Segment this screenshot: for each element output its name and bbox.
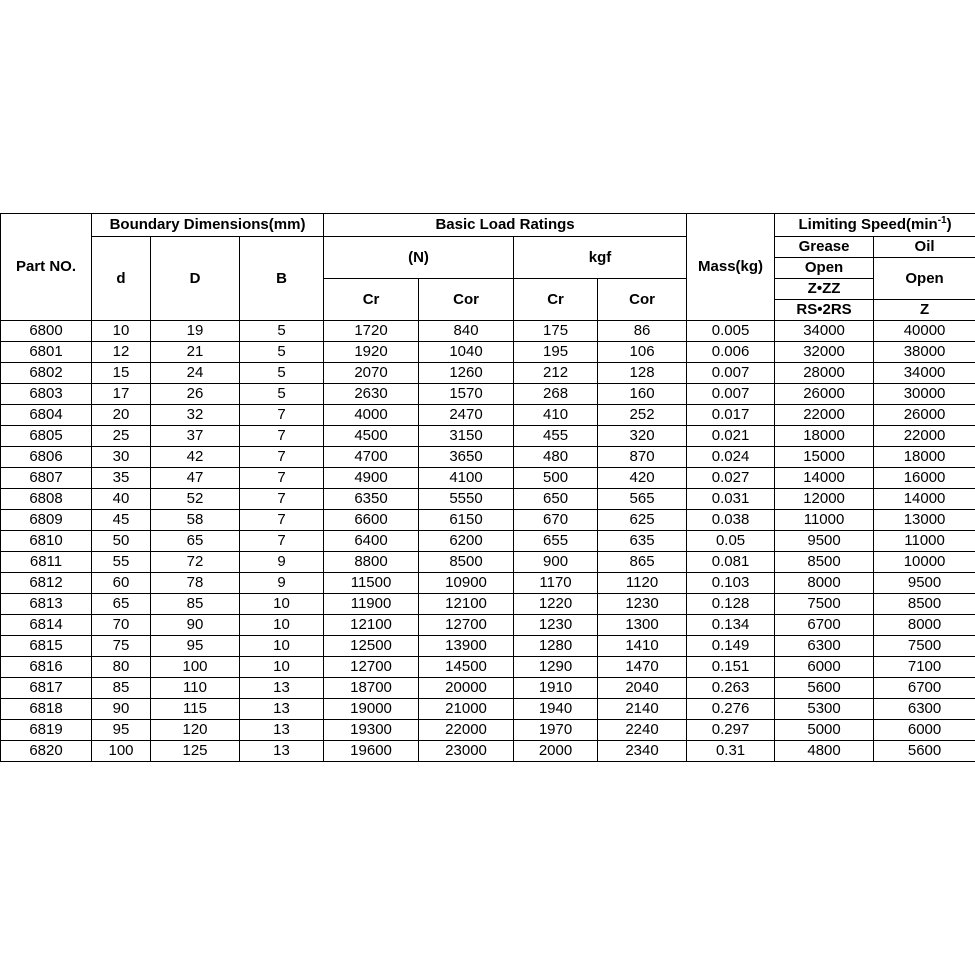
cell-speed-oil: 22000 (874, 426, 975, 447)
cell-cor-n: 22000 (419, 720, 514, 741)
header-oil-open: Open (874, 258, 975, 300)
cell-D: 120 (151, 720, 240, 741)
cell-mass: 0.151 (687, 657, 775, 678)
cell-D: 32 (151, 405, 240, 426)
cell-speed-grease: 15000 (775, 447, 874, 468)
cell-speed-oil: 34000 (874, 363, 975, 384)
cell-D: 85 (151, 594, 240, 615)
table-row (1, 636, 975, 657)
cell-cor-n: 23000 (419, 741, 514, 762)
cell-part-no: 6807 (1, 468, 92, 489)
cell-cor-n: 1040 (419, 342, 514, 363)
cell-speed-grease: 28000 (775, 363, 874, 384)
cell-cr-kgf: 500 (514, 468, 598, 489)
table-row (1, 510, 975, 531)
cell-cr-kgf: 455 (514, 426, 598, 447)
table-row (1, 321, 975, 342)
cell-cor-n: 20000 (419, 678, 514, 699)
cell-D: 125 (151, 741, 240, 762)
cell-cr-n: 4700 (324, 447, 419, 468)
cell-cr-n: 2630 (324, 384, 419, 405)
cell-cr-kgf: 1910 (514, 678, 598, 699)
cell-cr-kgf: 650 (514, 489, 598, 510)
cell-mass: 0.297 (687, 720, 775, 741)
header-newton: (N) (324, 237, 514, 279)
cell-speed-oil: 6700 (874, 678, 975, 699)
header-oil: Oil (874, 237, 975, 258)
cell-cor-kgf: 625 (598, 510, 687, 531)
cell-mass: 0.081 (687, 552, 775, 573)
cell-d: 30 (92, 447, 151, 468)
header-kgf: kgf (514, 237, 687, 279)
cell-cor-kgf: 635 (598, 531, 687, 552)
header-oil-z: Z (874, 300, 975, 321)
cell-speed-oil: 6000 (874, 720, 975, 741)
cell-speed-grease: 11000 (775, 510, 874, 531)
cell-B: 10 (240, 615, 324, 636)
cell-cor-n: 840 (419, 321, 514, 342)
table-row (1, 615, 975, 636)
cell-B: 10 (240, 594, 324, 615)
cell-d: 12 (92, 342, 151, 363)
cell-part-no: 6819 (1, 720, 92, 741)
cell-cr-n: 11500 (324, 573, 419, 594)
cell-part-no: 6820 (1, 741, 92, 762)
cell-part-no: 6806 (1, 447, 92, 468)
table-row (1, 531, 975, 552)
cell-mass: 0.007 (687, 384, 775, 405)
header-part-no: Part NO. (1, 214, 92, 321)
cell-cr-kgf: 1970 (514, 720, 598, 741)
cell-cr-kgf: 1940 (514, 699, 598, 720)
cell-speed-grease: 6700 (775, 615, 874, 636)
cell-speed-oil: 26000 (874, 405, 975, 426)
cell-part-no: 6810 (1, 531, 92, 552)
cell-cr-n: 6350 (324, 489, 419, 510)
cell-B: 5 (240, 384, 324, 405)
cell-d: 75 (92, 636, 151, 657)
cell-B: 7 (240, 531, 324, 552)
cell-D: 90 (151, 615, 240, 636)
limiting-speed-label: Limiting Speed(min (798, 216, 938, 233)
bearing-spec-table-wrapper (0, 213, 975, 762)
cell-cr-n: 6400 (324, 531, 419, 552)
cell-mass: 0.017 (687, 405, 775, 426)
table-row (1, 573, 975, 594)
cell-speed-oil: 38000 (874, 342, 975, 363)
cell-cor-n: 6200 (419, 531, 514, 552)
cell-B: 7 (240, 405, 324, 426)
cell-d: 25 (92, 426, 151, 447)
cell-cor-kgf: 1470 (598, 657, 687, 678)
cell-speed-oil: 11000 (874, 531, 975, 552)
cell-B: 13 (240, 741, 324, 762)
cell-cr-n: 19600 (324, 741, 419, 762)
cell-cr-n: 19300 (324, 720, 419, 741)
cell-part-no: 6804 (1, 405, 92, 426)
cell-speed-grease: 22000 (775, 405, 874, 426)
cell-cor-kgf: 2140 (598, 699, 687, 720)
cell-cor-kgf: 2040 (598, 678, 687, 699)
cell-cor-n: 12100 (419, 594, 514, 615)
header-cor-kgf: Cor (598, 279, 687, 321)
cell-speed-grease: 12000 (775, 489, 874, 510)
cell-speed-oil: 14000 (874, 489, 975, 510)
cell-cor-kgf: 106 (598, 342, 687, 363)
cell-B: 10 (240, 636, 324, 657)
cell-d: 55 (92, 552, 151, 573)
cell-speed-oil: 6300 (874, 699, 975, 720)
cell-part-no: 6811 (1, 552, 92, 573)
cell-speed-grease: 8000 (775, 573, 874, 594)
cell-part-no: 6814 (1, 615, 92, 636)
cell-cor-n: 1570 (419, 384, 514, 405)
cell-D: 72 (151, 552, 240, 573)
cell-d: 50 (92, 531, 151, 552)
cell-cor-n: 4100 (419, 468, 514, 489)
cell-cr-kgf: 410 (514, 405, 598, 426)
cell-speed-grease: 5600 (775, 678, 874, 699)
cell-mass: 0.031 (687, 489, 775, 510)
cell-B: 7 (240, 489, 324, 510)
cell-part-no: 6812 (1, 573, 92, 594)
table-row (1, 594, 975, 615)
cell-mass: 0.021 (687, 426, 775, 447)
header-grease-zzz: Z•ZZ (775, 279, 874, 300)
cell-speed-grease: 14000 (775, 468, 874, 489)
cell-cr-kgf: 268 (514, 384, 598, 405)
cell-speed-oil: 7500 (874, 636, 975, 657)
cell-d: 100 (92, 741, 151, 762)
cell-D: 58 (151, 510, 240, 531)
cell-cr-kgf: 1290 (514, 657, 598, 678)
cell-speed-grease: 9500 (775, 531, 874, 552)
cell-cr-n: 8800 (324, 552, 419, 573)
table-row (1, 657, 975, 678)
cell-cr-n: 1720 (324, 321, 419, 342)
cell-cor-n: 1260 (419, 363, 514, 384)
cell-cr-n: 1920 (324, 342, 419, 363)
table-row (1, 384, 975, 405)
cell-cor-kgf: 160 (598, 384, 687, 405)
cell-part-no: 6800 (1, 321, 92, 342)
cell-D: 95 (151, 636, 240, 657)
table-row (1, 426, 975, 447)
cell-cr-n: 12100 (324, 615, 419, 636)
cell-cor-n: 3150 (419, 426, 514, 447)
header-D: D (151, 237, 240, 321)
bearing-spec-table (0, 213, 975, 762)
cell-cr-n: 6600 (324, 510, 419, 531)
cell-cor-n: 3650 (419, 447, 514, 468)
cell-mass: 0.024 (687, 447, 775, 468)
cell-cr-kgf: 900 (514, 552, 598, 573)
cell-speed-oil: 8500 (874, 594, 975, 615)
cell-cr-n: 2070 (324, 363, 419, 384)
table-row (1, 447, 975, 468)
cell-B: 13 (240, 699, 324, 720)
cell-cor-n: 5550 (419, 489, 514, 510)
cell-cor-n: 21000 (419, 699, 514, 720)
cell-cor-kgf: 128 (598, 363, 687, 384)
cell-d: 45 (92, 510, 151, 531)
cell-cr-kgf: 1230 (514, 615, 598, 636)
cell-mass: 0.31 (687, 741, 775, 762)
cell-cor-kgf: 420 (598, 468, 687, 489)
table-row (1, 552, 975, 573)
cell-mass: 0.007 (687, 363, 775, 384)
cell-B: 9 (240, 552, 324, 573)
header-mass: Mass(kg) (687, 214, 775, 321)
header-grease-open: Open (775, 258, 874, 279)
cell-cor-kgf: 2240 (598, 720, 687, 741)
cell-mass: 0.263 (687, 678, 775, 699)
header-limiting-speed (775, 214, 975, 237)
cell-cor-kgf: 252 (598, 405, 687, 426)
cell-speed-grease: 7500 (775, 594, 874, 615)
cell-cr-kgf: 2000 (514, 741, 598, 762)
cell-D: 26 (151, 384, 240, 405)
cell-cr-n: 4900 (324, 468, 419, 489)
cell-D: 47 (151, 468, 240, 489)
cell-cor-kgf: 865 (598, 552, 687, 573)
cell-cr-n: 12700 (324, 657, 419, 678)
cell-cr-kgf: 670 (514, 510, 598, 531)
cell-mass: 0.103 (687, 573, 775, 594)
cell-cr-kgf: 1170 (514, 573, 598, 594)
header-basic-load-ratings: Basic Load Ratings (324, 214, 687, 237)
cell-d: 95 (92, 720, 151, 741)
cell-d: 60 (92, 573, 151, 594)
cell-cor-kgf: 1120 (598, 573, 687, 594)
cell-speed-grease: 6300 (775, 636, 874, 657)
header-B: B (240, 237, 324, 321)
header-d: d (92, 237, 151, 321)
cell-cr-n: 12500 (324, 636, 419, 657)
cell-B: 9 (240, 573, 324, 594)
limiting-speed-superscript: -1 (937, 215, 947, 226)
header-cor-n: Cor (419, 279, 514, 321)
cell-d: 80 (92, 657, 151, 678)
table-body (1, 321, 975, 762)
cell-d: 70 (92, 615, 151, 636)
cell-part-no: 6805 (1, 426, 92, 447)
cell-cor-n: 8500 (419, 552, 514, 573)
cell-cor-n: 12700 (419, 615, 514, 636)
cell-mass: 0.005 (687, 321, 775, 342)
cell-speed-grease: 4800 (775, 741, 874, 762)
cell-mass: 0.276 (687, 699, 775, 720)
cell-d: 15 (92, 363, 151, 384)
cell-speed-oil: 16000 (874, 468, 975, 489)
cell-d: 10 (92, 321, 151, 342)
cell-cor-kgf: 2340 (598, 741, 687, 762)
cell-mass: 0.149 (687, 636, 775, 657)
cell-cor-kgf: 1410 (598, 636, 687, 657)
table-row (1, 678, 975, 699)
cell-cor-kgf: 1230 (598, 594, 687, 615)
header-grease: Grease (775, 237, 874, 258)
cell-part-no: 6817 (1, 678, 92, 699)
cell-part-no: 6816 (1, 657, 92, 678)
table-row (1, 699, 975, 720)
cell-speed-grease: 34000 (775, 321, 874, 342)
cell-part-no: 6813 (1, 594, 92, 615)
cell-cr-n: 11900 (324, 594, 419, 615)
cell-cr-kgf: 195 (514, 342, 598, 363)
cell-cor-kgf: 565 (598, 489, 687, 510)
cell-cr-kgf: 1280 (514, 636, 598, 657)
cell-mass: 0.134 (687, 615, 775, 636)
cell-B: 13 (240, 678, 324, 699)
cell-B: 7 (240, 447, 324, 468)
cell-cor-n: 13900 (419, 636, 514, 657)
cell-cr-n: 4000 (324, 405, 419, 426)
cell-cr-n: 4500 (324, 426, 419, 447)
cell-cor-kgf: 1300 (598, 615, 687, 636)
cell-d: 17 (92, 384, 151, 405)
table-row (1, 363, 975, 384)
cell-cr-kgf: 212 (514, 363, 598, 384)
table-row (1, 489, 975, 510)
cell-part-no: 6803 (1, 384, 92, 405)
header-cr-n: Cr (324, 279, 419, 321)
cell-cr-kgf: 1220 (514, 594, 598, 615)
header-grease-rs2rs: RS•2RS (775, 300, 874, 321)
cell-cor-kgf: 320 (598, 426, 687, 447)
cell-B: 5 (240, 342, 324, 363)
cell-speed-oil: 7100 (874, 657, 975, 678)
cell-part-no: 6809 (1, 510, 92, 531)
cell-D: 78 (151, 573, 240, 594)
cell-cor-n: 14500 (419, 657, 514, 678)
table-row (1, 342, 975, 363)
table-header (1, 214, 975, 321)
cell-D: 100 (151, 657, 240, 678)
table-row (1, 741, 975, 762)
header-boundary-dimensions: Boundary Dimensions(mm) (92, 214, 324, 237)
cell-D: 65 (151, 531, 240, 552)
cell-D: 24 (151, 363, 240, 384)
cell-part-no: 6802 (1, 363, 92, 384)
cell-speed-oil: 10000 (874, 552, 975, 573)
cell-d: 85 (92, 678, 151, 699)
cell-speed-oil: 40000 (874, 321, 975, 342)
cell-d: 20 (92, 405, 151, 426)
cell-speed-grease: 26000 (775, 384, 874, 405)
cell-B: 13 (240, 720, 324, 741)
cell-mass: 0.128 (687, 594, 775, 615)
table-row (1, 720, 975, 741)
cell-B: 10 (240, 657, 324, 678)
cell-speed-grease: 8500 (775, 552, 874, 573)
cell-D: 110 (151, 678, 240, 699)
cell-speed-grease: 32000 (775, 342, 874, 363)
cell-B: 7 (240, 468, 324, 489)
cell-d: 40 (92, 489, 151, 510)
cell-D: 52 (151, 489, 240, 510)
cell-d: 90 (92, 699, 151, 720)
cell-D: 19 (151, 321, 240, 342)
cell-d: 35 (92, 468, 151, 489)
cell-part-no: 6815 (1, 636, 92, 657)
cell-cr-kgf: 480 (514, 447, 598, 468)
cell-speed-oil: 5600 (874, 741, 975, 762)
cell-speed-oil: 18000 (874, 447, 975, 468)
cell-speed-grease: 5300 (775, 699, 874, 720)
cell-part-no: 6808 (1, 489, 92, 510)
cell-mass: 0.027 (687, 468, 775, 489)
cell-speed-oil: 30000 (874, 384, 975, 405)
cell-B: 7 (240, 510, 324, 531)
cell-speed-grease: 5000 (775, 720, 874, 741)
cell-D: 42 (151, 447, 240, 468)
table-row (1, 405, 975, 426)
cell-part-no: 6818 (1, 699, 92, 720)
cell-part-no: 6801 (1, 342, 92, 363)
cell-speed-oil: 13000 (874, 510, 975, 531)
cell-speed-oil: 9500 (874, 573, 975, 594)
cell-cor-kgf: 86 (598, 321, 687, 342)
cell-cr-n: 18700 (324, 678, 419, 699)
cell-speed-grease: 6000 (775, 657, 874, 678)
limiting-speed-close: ) (946, 216, 952, 233)
cell-cor-n: 2470 (419, 405, 514, 426)
cell-cor-n: 6150 (419, 510, 514, 531)
cell-B: 7 (240, 426, 324, 447)
cell-speed-grease: 18000 (775, 426, 874, 447)
cell-B: 5 (240, 363, 324, 384)
cell-D: 115 (151, 699, 240, 720)
cell-D: 37 (151, 426, 240, 447)
cell-cr-n: 19000 (324, 699, 419, 720)
table-row (1, 468, 975, 489)
cell-d: 65 (92, 594, 151, 615)
cell-cor-n: 10900 (419, 573, 514, 594)
cell-cor-kgf: 870 (598, 447, 687, 468)
cell-cr-kgf: 175 (514, 321, 598, 342)
cell-mass: 0.038 (687, 510, 775, 531)
cell-speed-oil: 8000 (874, 615, 975, 636)
cell-cr-kgf: 655 (514, 531, 598, 552)
header-cr-kgf: Cr (514, 279, 598, 321)
cell-D: 21 (151, 342, 240, 363)
cell-mass: 0.006 (687, 342, 775, 363)
cell-B: 5 (240, 321, 324, 342)
cell-mass: 0.05 (687, 531, 775, 552)
